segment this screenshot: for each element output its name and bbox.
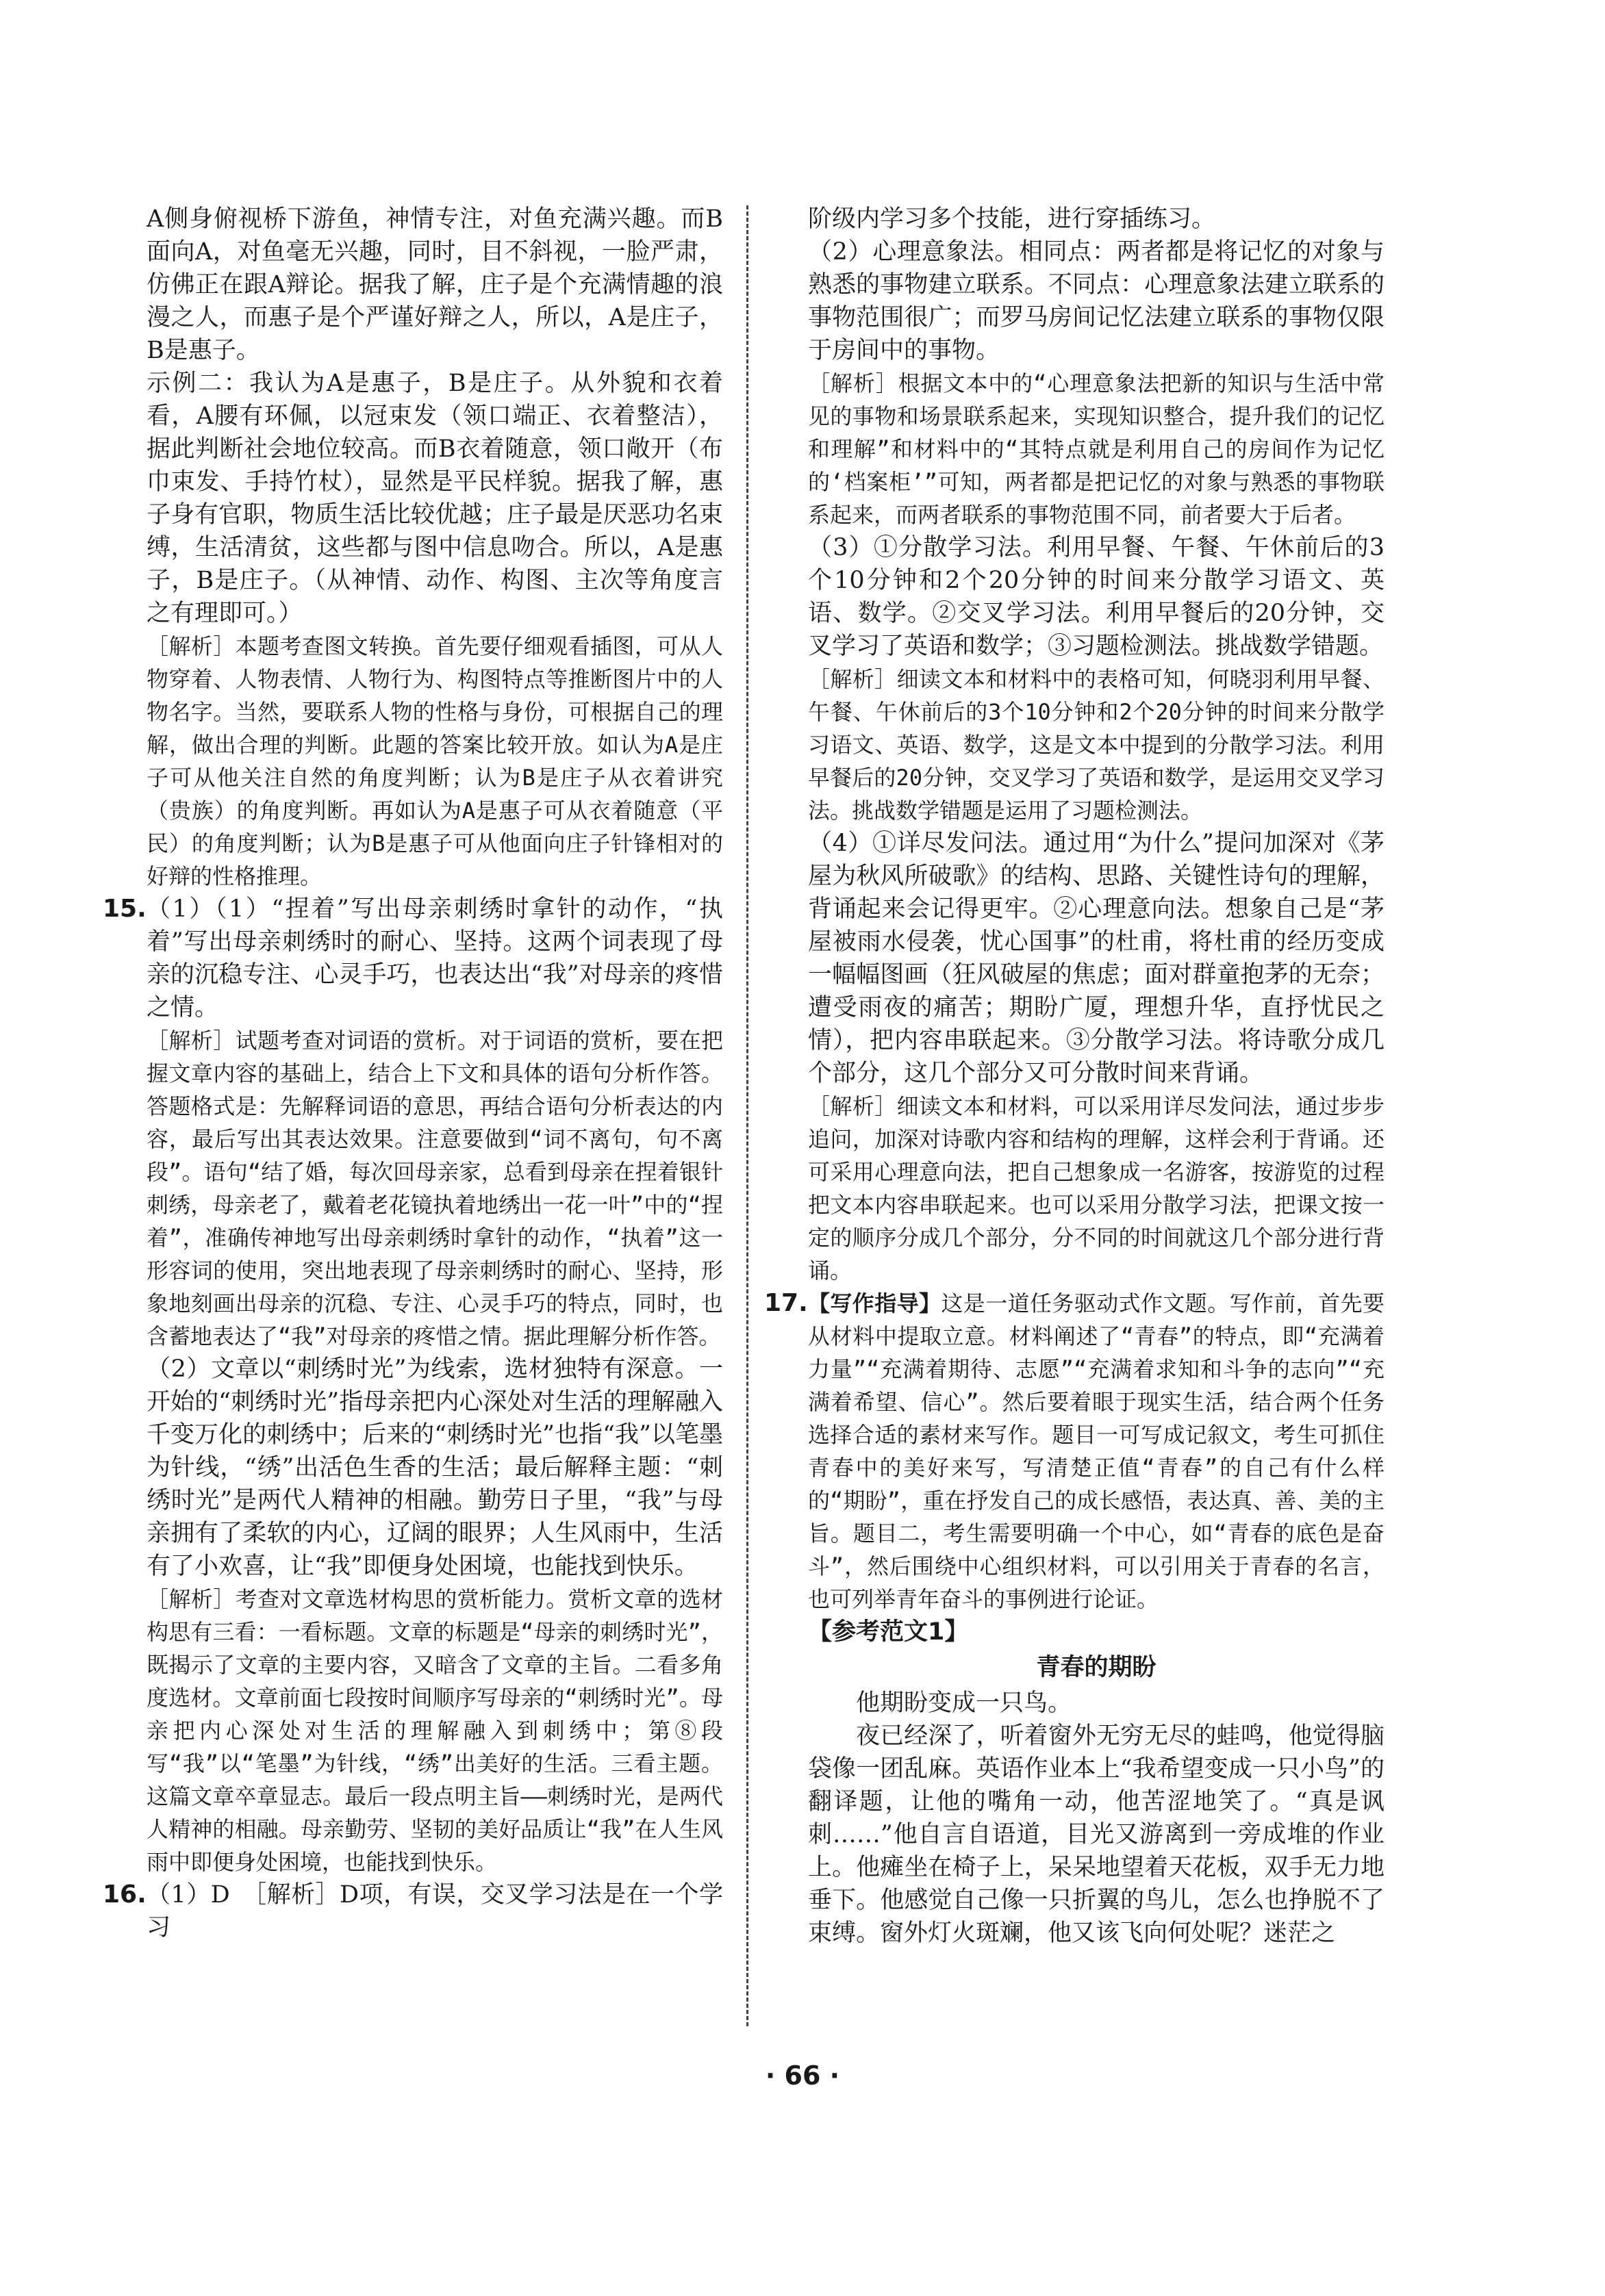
answer-14-explanation: ［解析］本题考查图文转换。首先要仔细观看插图，可从人物穿着、人物表情、人物行为、构图特点等推断图片中的人物名字。当然，要联系人物的性格与身份，可根据自己的理解，做出合理的判断。此题的答案比较开放。如认为A是庄子可从他关注自然的角度判断；认为B是庄子从衣着讲究（贵族）的角度判断。再如认为A是惠子可从衣着随意（平民）的角度判断；认为B是惠子可从他面向庄子针锋相对的好辩的性格推理。 (147, 633, 723, 889)
answer-16-part3: （3）①分散学习法。利用早餐、午餐、午休前后的3个10分钟和2个20分钟的时间来分散学习语文、英语、数学。②交叉学习法。利用早餐后的20分钟，交叉学习了英语和数学；③习题检测法。挑战数学错题。 (808, 534, 1385, 660)
answer-15-part1-explanation: ［解析］试题考查对词语的赏析。对于词语的赏析，要在把握文章内容的基础上，结合上下文和具体的语句分析作答。答题格式是：先解释词语的意思，再结合语句分析表达的内容，最后写出其表达效果。注意要做到“词不离句，句不离段”。语句“结了婚，每次回母亲家，总看到母亲在捏着银针刺绣，母亲老了，戴着老花镜执着地绣出一花一叶”中的“捏着”，准确传神地写出母亲刺绣时拿针的动作，“执着”这一形容词的使用，突出地表现了母亲刺绣时的耐心、坚持，形象地刻画出母亲的沉稳、专注、心灵手巧的特点，同时，也含蓄地表达了“我”对母亲的疼惜之情。据此理解分析作答。 (147, 1028, 723, 1349)
answer-16-part1-end: 阶级内学习多个技能，进行穿插练习。 (808, 205, 1216, 233)
essay-paragraph-2: 夜已经深了，听着窗外无穷无尽的蛙鸣，他觉得脑袋像一团乱麻。英语作业本上“我希望变成一只小鸟”的翻译题，让他的嘴角一动，他苦涩地笑了。“真是讽刺……”他自言自语道，目光又游离到一旁成堆的作业上。他瘫坐在椅子上，呆呆地望着天花板，双手无力地垂下。他感觉自己像一只折翼的鸟儿，怎么也挣脱不了束缚。窗外灯火斑斓，他又该飞向何处呢？迷茫之 (808, 1722, 1385, 1947)
answer-16-part2: （2）心理意象法。相同点：两者都是将记忆的对象与熟悉的事物建立联系。不同点：心理意象法建立联系的事物范围很广；而罗马房间记忆法建立联系的事物仅限于房间中的事物。 (808, 238, 1385, 364)
essay-paragraph-1: 他期盼变成一只鸟。 (856, 1689, 1072, 1717)
answer-16-part3-explanation: ［解析］细读文本和材料中的表格可知，何晓羽利用早餐、午餐、午休前后的3个10分钟和2个20分钟的时间来分散学习语文、英语、数学，这是文本中提到的分散学习法。利用早餐后的20分钟，交叉学习了英语和数学，是运用交叉学习法。挑战数学错题是运用了习题检测法。 (808, 666, 1385, 824)
left-column (103, 203, 723, 1944)
answer-14-example1-end: A侧身俯视桥下游鱼，神情专注，对鱼充满兴趣。而B面向A，对鱼毫无兴趣，同时，目不斜视，一脸严肃，仿佛正在跟A辩论。据我了解，庄子是个充满情趣的浪漫之人，而惠子是个严谨好辩之人，所以，A是庄子，B是惠子。 (147, 205, 723, 364)
sample-essay-label: 【参考范文1】 (808, 1618, 969, 1646)
question-number-15: 15. (103, 895, 147, 923)
page-number: · 66 · (765, 2061, 840, 2091)
answer-16-part2-explanation: ［解析］根据文本中的“心理意象法把新的知识与生活中常见的事物和场景联系起来，实现知识整合，提升我们的记忆和理解”和材料中的“其特点就是利用自己的房间作为记忆的‘档案柜’”可知，两者都是把记忆的对象与熟悉的事物联系起来，而两者联系的事物范围不同，前者要大于后者。 (808, 370, 1385, 528)
question-17 (764, 1287, 1385, 1616)
answer-16-part4: （4）①详尽发问法。通过用“为什么”提问加深对《茅屋为秋风所破歌》的结构、思路、关键性诗句的理解，背诵起来会记得更牢。②心理意向法。想象自己是“茅屋被雨水侵袭，忧心国事”的杜甫，将杜甫的经历变成一幅幅图画（狂风破屋的焦虑；面对群童抱茅的无奈；遭受雨夜的痛苦；期盼广厦，理想升华，直抒忧民之情），把内容串联起来。③分散学习法。将诗歌分成几个部分，这几个部分又可分散时间来背诵。 (808, 830, 1385, 1087)
question-number-16: 16. (103, 1880, 147, 1909)
question-16 (103, 1878, 723, 1944)
answer-15-part2: （2）文章以“刺绣时光”为线索，选材独特有深意。一开始的“刺绣时光”指母亲把内心深处对生活的理解融入千变万化的刺绣中；后来的“刺绣时光”也指“我”以笔墨为针线，“绣”出活色生香的生活；最后解释主题：“刺绣时光”是两代人精神的相融。勤劳日子里，“我”与母亲拥有了柔软的内心，辽阔的眼界；人生风雨中，生活有了小欢喜，让“我”即便身处困境，也能找到快乐。 (147, 1355, 723, 1580)
right-column (764, 203, 1385, 1950)
answer-16-part1: （1）D ［解析］D项，有误，交叉学习法是在一个学习 (147, 1881, 723, 1941)
essay-title: 青春的期盼 (1036, 1654, 1157, 1681)
writing-guidance-text: 这是一道任务驱动式作文题。写作前，首先要从材料中提取立意。材料阐述了“青春”的特点，即“充满着力量”“充满着期待、志愿”“充满着求知和斗争的志向”“充满着希望、信心”。然后要着眼于现实生活，结合两个任务选择合适的素材来写作。题目一可写成记叙文，考生可抓住青春中的美好来写，写清楚正值“青春”的自己有什么样的“期盼”，重在抒发自己的成长感悟，表达真、善、美的主旨。题目二，考生需要明确一个中心，如“青春的底色是奋斗”，然后围绕中心组织材料，可以引用关于青春的名言，也可列举青年奋斗的事例进行论证。 (808, 1290, 1385, 1612)
writing-guidance-label: 【写作指导】 (808, 1290, 941, 1316)
answer-15-part1: （1）（1）“捏着”写出母亲刺绣时拿针的动作，“执着”写出母亲刺绣时的耐心、坚持。这两个词表现了母亲的沉稳专注、心灵手巧，也表达出“我”对母亲的疼惜之情。 (147, 895, 723, 1021)
answer-14-example2: 示例二：我认为A是惠子，B是庄子。从外貌和衣着看，A腰有环佩，以冠束发（领口端正、衣着整洁），据此判断社会地位较高。而B衣着随意，领口敞开（布巾束发、手持竹杖），显然是平民样貌。据我了解，惠子身有官职，物质生活比较优越；庄子最是厌恶功名束缚，生活清贫，这些都与图中信息吻合。所以，A是惠子，B是庄子。（从神情、动作、构图、主次等角度言之有理即可。） (147, 370, 723, 627)
question-number-17: 17. (764, 1289, 808, 1317)
question-15 (103, 893, 723, 1024)
answer-16-part4-explanation: ［解析］细读文本和材料，可以采用详尽发问法，通过步步追问，加深对诗歌内容和结构的理解，这样会利于背诵。还可采用心理意向法，把自己想象成一名游客，按游览的过程把文本内容串联起来。也可以采用分散学习法，把课文按一定的顺序分成几个部分，分不同的时间就这几个部分进行背诵。 (808, 1093, 1385, 1284)
column-divider (746, 205, 748, 2026)
writing-guidance (808, 1287, 1385, 1616)
answer-15-part2-explanation: ［解析］考查对文章选材构思的赏析能力。赏析文章的选材构思有三看：一看标题。文章的标题是“母亲的刺绣时光”，既揭示了文章的主要内容，又暗含了文章的主旨。二看多角度选材。文章前面七段按时间顺序写母亲的“刺绣时光”。母亲把内心深处对生活的理解融入到刺绣中；第⑧段写“我”以“笔墨”为针线，“绣”出美好的生活。三看主题。这篇文章卒章显志。最后一段点明主旨——刺绣时光，是两代人精神的相融。母亲勤劳、坚韧的美好品质让“我”在人生风雨中即便身处困境，也能找到快乐。 (147, 1586, 723, 1875)
